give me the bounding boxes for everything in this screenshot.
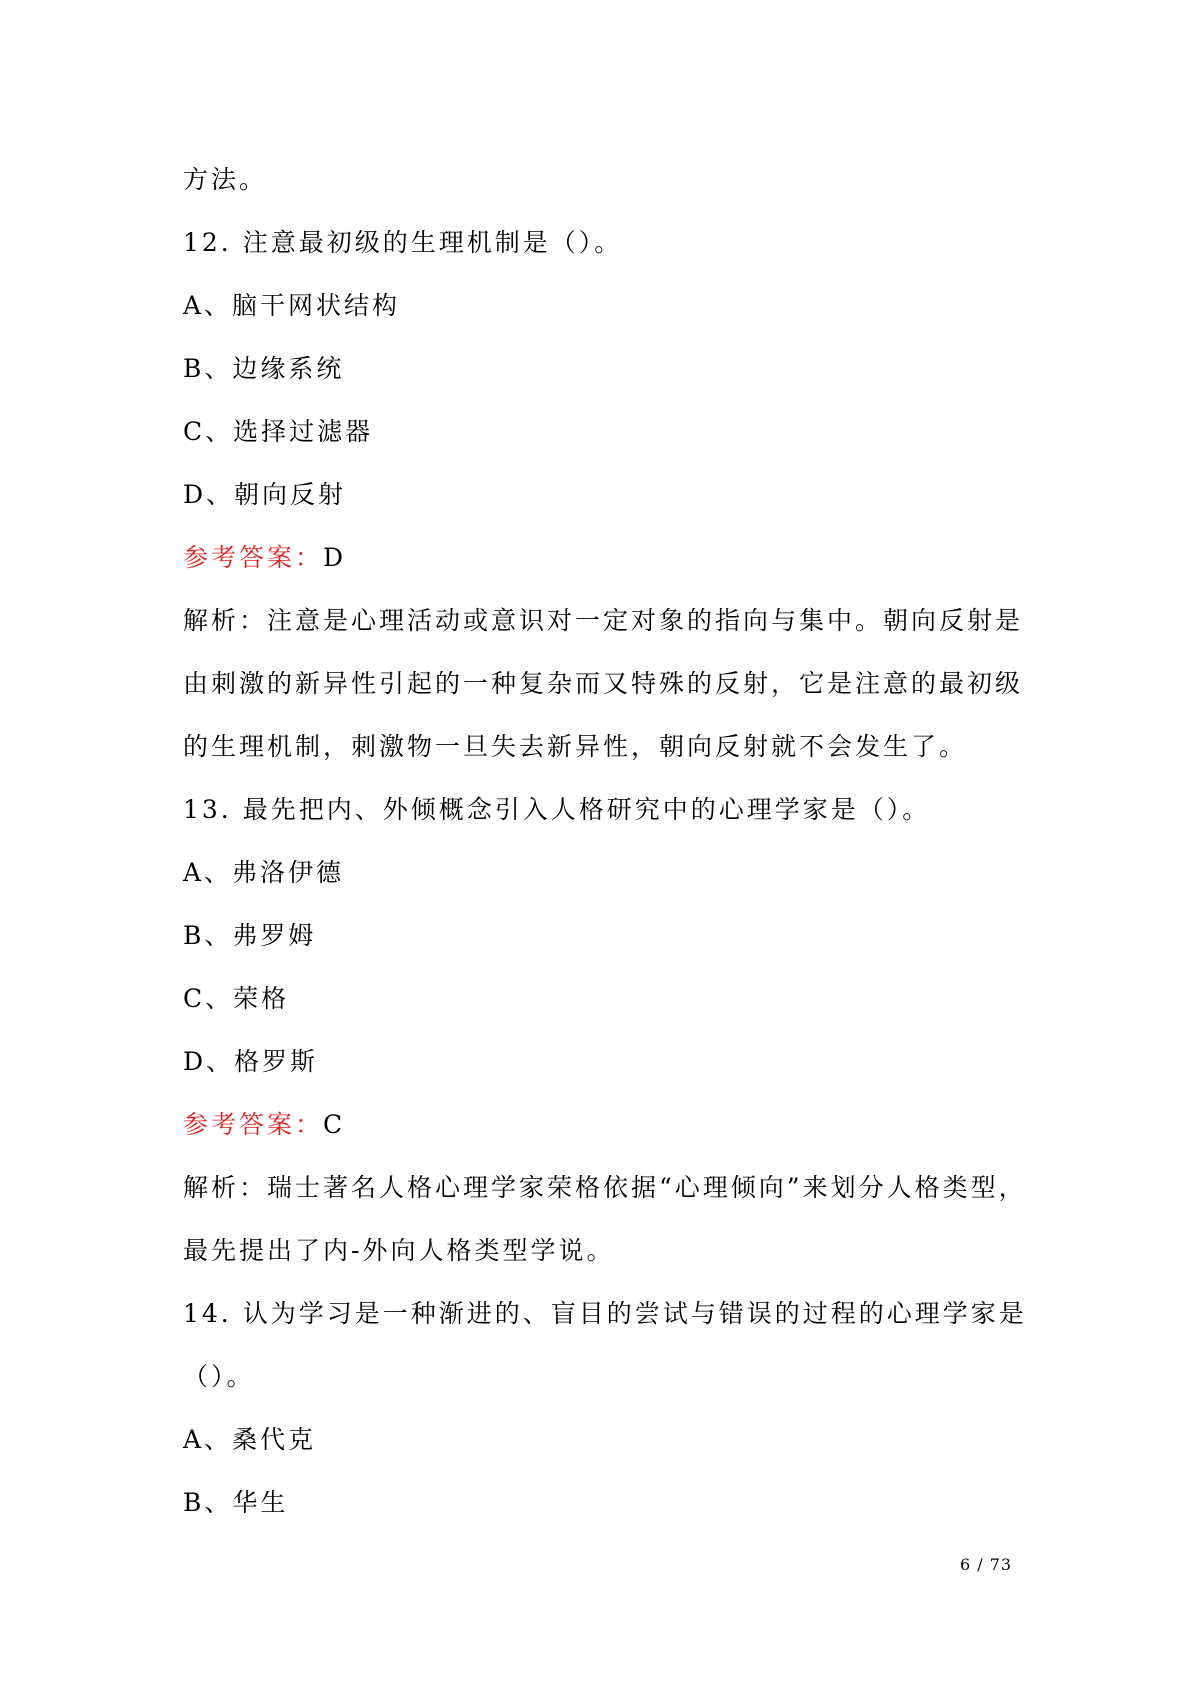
answer-value: D — [323, 543, 347, 572]
question-13-option-d: D、格罗斯 — [183, 1047, 319, 1076]
page-content — [183, 148, 1027, 1534]
question-12-option-c: C、选择过滤器 — [183, 417, 374, 446]
question-13-analysis-line: 解析：瑞士著名人格心理学家荣格依据“心理倾向”来划分人格类型， — [183, 1173, 1027, 1202]
page-number: 6 / 73 — [960, 1555, 1013, 1574]
question-12-analysis-line: 由刺激的新异性引起的一种复杂而又特殊的反射，它是注意的最初级 — [183, 669, 1024, 698]
question-13-option-c: C、荣格 — [183, 984, 290, 1013]
answer-label: 参考答案： — [183, 543, 324, 572]
question-12-option-d: D、朝向反射 — [183, 480, 347, 509]
question-13-option-b: B、弗罗姆 — [183, 921, 317, 950]
question-13-analysis-line: 最先提出了内-外向人格类型学说。 — [183, 1236, 615, 1265]
question-12-option-b: B、边缘系统 — [183, 354, 345, 383]
question-12-analysis-line: 解析：注意是心理活动或意识对一定对象的指向与集中。朝向反射是 — [183, 606, 1024, 635]
question-13-option-a: A、弗洛伊德 — [183, 858, 345, 887]
question-12-stem: 12. 注意最初级的生理机制是（）。 — [183, 228, 623, 257]
question-12-analysis-line: 的生理机制，刺激物一旦失去新异性，朝向反射就不会发生了。 — [183, 732, 968, 761]
question-12-option-a: A、脑干网状结构 — [183, 291, 401, 320]
text-line: 方法。 — [183, 165, 268, 194]
question-14-stem-continued: （）。 — [183, 1362, 255, 1391]
question-14-option-a: A、桑代克 — [183, 1425, 317, 1454]
question-13-stem: 13. 最先把内、外倾概念引入人格研究中的心理学家是（）。 — [183, 795, 931, 824]
question-12-answer — [183, 526, 1013, 589]
answer-label: 参考答案： — [183, 1110, 324, 1139]
question-14-stem: 14. 认为学习是一种渐进的、盲目的尝试与错误的过程的心理学家是 — [183, 1299, 1027, 1328]
question-13-answer — [183, 1093, 1013, 1156]
question-14-option-b: B、华生 — [183, 1488, 289, 1517]
answer-value: C — [323, 1110, 346, 1139]
